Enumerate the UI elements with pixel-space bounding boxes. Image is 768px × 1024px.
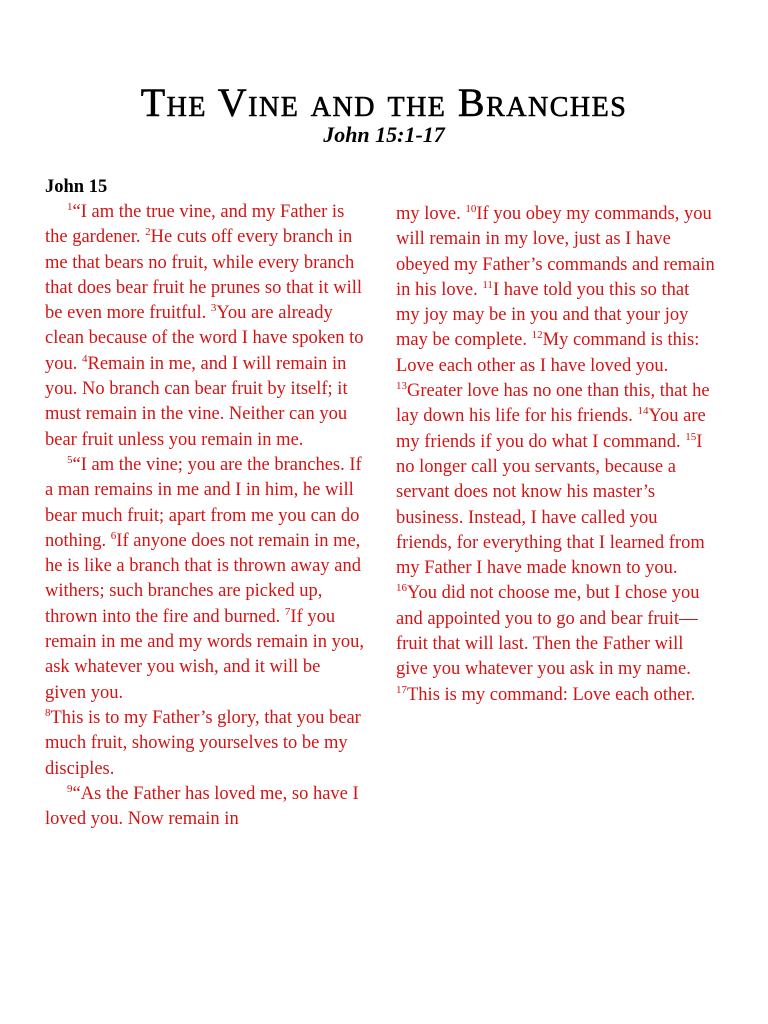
verse-number: 10: [465, 202, 477, 215]
verse-17: This is my command: Love each other.: [407, 684, 696, 705]
verse-number: 1: [67, 200, 73, 213]
verse-number: 12: [531, 329, 543, 342]
verse-number: 11: [482, 278, 493, 291]
paragraph-4-start: [45, 782, 365, 833]
verse-9-part-1: “As the Father has loved me, so have I loved you. Now remain in: [45, 783, 359, 830]
verse-8: This is to my Father’s glory, that you bear much fruit, showing yourselves to be my disciples.: [45, 707, 361, 779]
page-title: The Vine and the Branches: [140, 79, 628, 125]
verse-number: 5: [67, 453, 73, 466]
paragraph-1: [45, 200, 365, 453]
verse-11: I have told you this so that my joy may be in you and that your joy may be complete.: [396, 279, 690, 351]
verse-number: 16: [396, 582, 407, 595]
verse-number: 6: [110, 529, 117, 542]
verse-number: 4: [82, 352, 88, 365]
verse-number: 15: [685, 430, 697, 443]
verse-number: 8: [45, 706, 51, 719]
verse-3: You are already clean because of the word I have spoken to you.: [45, 303, 364, 374]
verse-number: 2: [145, 226, 151, 239]
left-column: [45, 175, 365, 832]
verse-7: If you remain in me and my words remain in you, ask whatever you wish, and it will be given you.: [45, 606, 365, 703]
right-column: [396, 202, 716, 708]
paragraph-2: [45, 453, 365, 706]
verse-16: You did not choose me, but I chose you and appointed you to go and bear fruit—fruit that will last. Then the Father will give you whatever you ask in my name.: [396, 583, 700, 680]
verse-5: “I am the vine; you are the branches. If a man remains in me and I in him, he will bear much fruit; apart from me you can do nothing.: [45, 454, 362, 551]
verse-6: If anyone does not remain in me, he is like a branch that is thrown away and withers; such branches are picked up, thrown into the fire and burned.: [45, 530, 361, 627]
verse-4: Remain in me, and I will remain in you. No branch can bear fruit by itself; it must remain in the vine. Neither can you bear fruit unless you remain in me.: [45, 353, 348, 450]
verse-10: If you obey my commands, you will remain in my love, just as I have obeyed my Father’s commands and remain in his love.: [396, 204, 715, 300]
verse-9-part-2: my love.: [396, 204, 466, 224]
verse-12: My command is this: Love each other as I have loved you.: [396, 330, 700, 376]
passage-reference: John 15:1-17: [323, 122, 445, 147]
chapter-heading: John 15: [45, 177, 108, 197]
paragraph-3: [45, 706, 365, 782]
verse-1: “I am the true vine, and my Father is the gardener.: [45, 202, 345, 248]
verse-15: I no longer call you servants, because a servant does not know his master’s business. Instead, I have called you friends, for everything that I learned from my Father I have made known to you.: [396, 431, 705, 579]
verse-14: You are my friends if you do what I command.: [396, 406, 706, 452]
verse-number: 17: [396, 683, 407, 696]
verse-number: 9: [67, 782, 73, 795]
verse-number: 3: [210, 302, 217, 315]
verse-number: 14: [637, 405, 649, 418]
paragraph-4-continued: [396, 202, 716, 683]
verse-2: He cuts off every branch in me that bears no fruit, while every branch that does bear fruit he prunes so that it will be even more fruitful.: [45, 227, 362, 324]
verse-number: 13: [396, 379, 407, 392]
paragraph-5: [396, 683, 716, 708]
verse-number: 7: [284, 605, 291, 618]
verse-13: Greater love has no one than this, that he lay down his life for his friends.: [396, 381, 710, 427]
